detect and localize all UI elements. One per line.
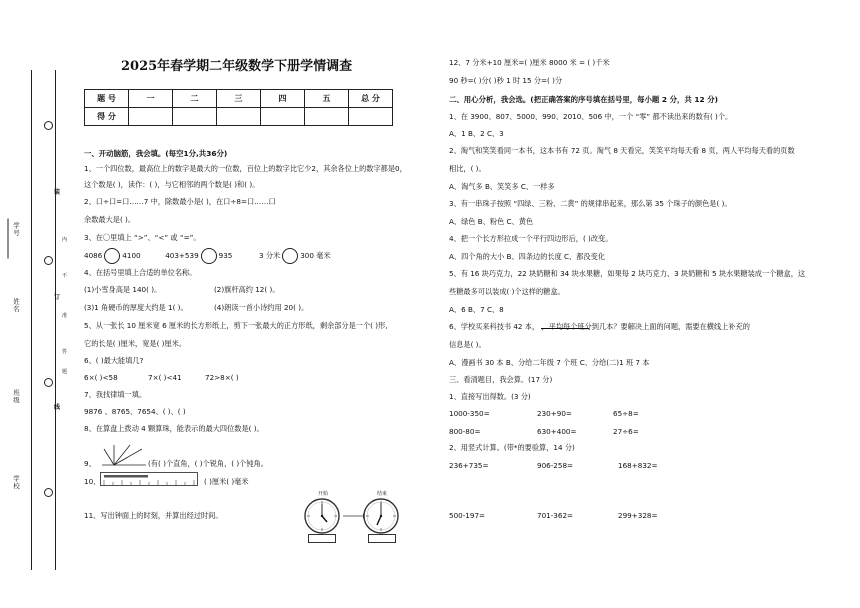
- question-6-item-1: 6×( )<58: [84, 373, 118, 382]
- clock-start: [303, 497, 341, 535]
- ruler-figure: [100, 472, 198, 486]
- choice-6-question-line-2: 信息是( )。: [449, 340, 486, 349]
- score-header-cell: 总 分: [349, 90, 393, 108]
- vertical-calc: 701-362=: [537, 511, 574, 520]
- choice-1-question: 1、在 3900、807、5000、990、2010、506 中，一个 “零” 都不读出来的数有( )个。: [449, 112, 733, 121]
- score-header-cell: 题 号: [85, 90, 129, 108]
- score-input-cell[interactable]: [129, 108, 173, 126]
- score-input-cell[interactable]: [217, 108, 261, 126]
- score-header-cell: 三: [217, 90, 261, 108]
- question-4-item-3: (3)1 角硬币的厚度大约是 1( )。: [84, 303, 188, 312]
- page-title: 2025年春学期二年级数学下册学情调查: [121, 59, 353, 74]
- question-1-line-1: 1、一个四位数，最高位上的数字是最大的一位数，百位上的数字比它少2，其余各位上的数字都是0，: [84, 164, 407, 173]
- clock-end: [362, 497, 400, 535]
- margin-label-name: 姓名: [12, 298, 20, 313]
- punch-hole: [44, 256, 53, 265]
- section-three-heading: 三、看清题目，我会算。(17 分): [449, 375, 553, 384]
- compare-value: 4086: [84, 251, 103, 260]
- score-header-cell: 五: [305, 90, 349, 108]
- question-6: 6、( )最大能填几?: [84, 356, 144, 365]
- oral-calc: 1000-350=: [449, 409, 490, 418]
- question-10-number: 10、: [84, 477, 101, 486]
- question-4: 4、在括号里填上合适的单位名称。: [84, 268, 197, 277]
- compare-circle[interactable]: [201, 248, 217, 264]
- score-header-cell: 二: [173, 90, 217, 108]
- question-12-line-1: 12、7 分米+10 厘米=( )厘米 8000 米 = ( )千米: [449, 58, 610, 67]
- score-input-cell[interactable]: [261, 108, 305, 126]
- binding-char: 内: [62, 237, 68, 243]
- oral-calc: 230+90=: [537, 409, 572, 418]
- choice-2-question-line-2: 相比，( )。: [449, 164, 486, 173]
- choice-6-blank-line[interactable]: [541, 328, 589, 329]
- margin-label-class: 班级: [12, 389, 20, 404]
- compare-value: 4100: [122, 251, 141, 260]
- binding-char: 装: [54, 189, 61, 196]
- margin-label-student-id: 学号: [12, 222, 20, 237]
- vertical-calc: 236+735=: [449, 461, 489, 470]
- question-3: 3、在〇里填上 “>”、“<” 或 “=”。: [84, 233, 201, 242]
- choice-5-options: A、6 B、7 C、8: [449, 305, 504, 314]
- question-5-line-1: 5、从一张长 10 厘米宽 6 厘米的长方形纸上，剪下一张最大的正方形纸，剩余部分是一个( )形,: [84, 321, 388, 330]
- score-table-score-row: [85, 108, 393, 126]
- score-input-cell[interactable]: [305, 108, 349, 126]
- angle-figure: [100, 443, 148, 467]
- score-input-cell[interactable]: [173, 108, 217, 126]
- oral-calc: 800-80=: [449, 427, 481, 436]
- margin-label-school: 学校: [12, 475, 20, 490]
- compare-value: 300 毫米: [300, 251, 331, 260]
- binding-char: 准: [62, 313, 68, 319]
- question-4-item-4: (4)朗读一首小诗约用 20( )。: [214, 303, 309, 312]
- binding-char: 订: [54, 294, 61, 301]
- punch-hole: [44, 121, 53, 130]
- question-4-item-2: (2)旗杆高约 12( )。: [214, 285, 280, 294]
- choice-1-options: A、1 B、2 C、3: [449, 129, 504, 138]
- oral-calc: 27÷6=: [613, 427, 639, 436]
- choice-6-options: A、漫画书 30 本 B、分给二年级 7 个班 C、分给(二)1 班 7 本: [449, 358, 650, 367]
- choice-3-question: 3、有一串珠子按照 “四绿、三粉、二黄” 的规律串起来，那么第 35 个珠子的颜色是( )。: [449, 199, 732, 208]
- compare-value: 935: [218, 251, 233, 260]
- binding-char: 题: [62, 369, 68, 375]
- score-table: [84, 89, 393, 126]
- score-table-header-row: [85, 90, 393, 108]
- question-6-item-2: 7×( )<41: [148, 373, 182, 382]
- clock-start-answer-box[interactable]: [308, 534, 336, 543]
- compare-value: 403+539: [165, 251, 199, 260]
- question-1-line-2: 这个数是( )，读作：( )，与它相邻的两个数是( )和( )。: [84, 180, 260, 189]
- choice-5-question-line-1: 5、有 16 块巧克力，22 块奶糖和 34 块水果糖，如果每 2 块巧克力、3 块奶糖和 5 块水果糖装成一个糖盒，这: [449, 269, 806, 278]
- question-12-line-2: 90 秒=( )分( )秒 1 时 15 分=( )分: [449, 76, 563, 85]
- question-10-text: ( )厘米( )毫米: [204, 477, 249, 486]
- question-7: 7、我找律填一填。: [84, 390, 147, 399]
- vertical-calc: 168+832=: [618, 461, 658, 470]
- choice-6-question-line-1: 6、学校买来科技书 42 本， ，平均每个班分到几本？要解决上面的问题，需要在横线上补充的: [449, 322, 750, 331]
- score-input-cell[interactable]: [349, 108, 393, 126]
- section-one-heading: 一、开动脑筋，我会填。(每空1分,共36分): [84, 149, 228, 158]
- question-4-item-1: (1)小雪身高是 140( )。: [84, 285, 162, 294]
- score-header-cell: 一: [129, 90, 173, 108]
- oral-calc: 630+400=: [537, 427, 577, 436]
- compare-circle[interactable]: [282, 248, 298, 264]
- clock-end-label: 结束: [377, 491, 388, 497]
- question-6-item-3: 72>8×( ): [205, 373, 239, 382]
- question-2-line-2: 余数最大是( )。: [84, 215, 136, 224]
- score-label-cell: 得 分: [85, 108, 129, 126]
- binding-char: 不: [62, 273, 68, 279]
- clock-start-label: 开始: [318, 491, 329, 497]
- vertical-calc: 500-197=: [449, 511, 486, 520]
- choice-3-options: A、绿色 B、粉色 C、黄色: [449, 217, 534, 226]
- binding-line-inner: [55, 70, 56, 570]
- binding-char: 线: [54, 404, 61, 411]
- choice-2-question-line-1: 2、淘气和笑笑看同一本书，这本书有 72 页。淘气 8 天看完，笑笑平均每天看 8 页，两人平均每天看的页数: [449, 146, 795, 155]
- question-11: 11、写出钟面上的时刻，并算出经过时间。: [84, 511, 223, 520]
- vertical-calc: 906-258=: [537, 461, 574, 470]
- punch-hole: [44, 488, 53, 497]
- question-9-number: 9、: [84, 459, 96, 468]
- choice-4-options: A、四个角的大小 B、四条边的长度 C、都没变化: [449, 252, 606, 261]
- margin-underline: [8, 219, 9, 259]
- question-2-line-1: 2、口÷口=口……7 中，除数最小是( )，在口÷8=口……口: [84, 197, 276, 206]
- question-8: 8、在算盘上拨动 4 颗算珠，能表示的最大四位数是( )。: [84, 424, 264, 433]
- section-three-part-1: 1、直接写出得数。(3 分): [449, 392, 531, 401]
- choice-5-question-line-2: 些糖最多可以装成( )个这样的糖盒。: [449, 287, 565, 296]
- section-two-heading: 二、用心分析，我会选。(把正确答案的序号填在括号里，每小题 2 分，共 12 分): [449, 95, 718, 104]
- question-9-text: (有( )个直角，( )个锐角，( )个钝角。: [148, 459, 268, 468]
- vertical-calc: 299+328=: [618, 511, 658, 520]
- choice-2-options: A、淘气多 B、笑笑多 C、一样多: [449, 182, 555, 191]
- score-header-cell: 四: [261, 90, 305, 108]
- clock-end-answer-box[interactable]: [368, 534, 396, 543]
- punch-hole: [44, 378, 53, 387]
- oral-calc: 65÷8=: [613, 409, 639, 418]
- binding-line-outer: [31, 70, 32, 570]
- question-3-row: [84, 248, 331, 264]
- choice-4-question: 4、把一个长方形拉成一个平行四边形后，( )改变。: [449, 234, 613, 243]
- compare-value: 3 分米: [258, 251, 281, 260]
- binding-char: 答: [62, 349, 68, 355]
- section-three-part-2: 2、用竖式计算。(带*的要验算，14 分): [449, 443, 575, 452]
- question-7-sequence: 9876 、8765、7654、( )、( ): [84, 407, 186, 416]
- question-5-line-2: 它的长是( )厘米，宽是( )厘米。: [84, 339, 187, 348]
- compare-circle[interactable]: [104, 248, 120, 264]
